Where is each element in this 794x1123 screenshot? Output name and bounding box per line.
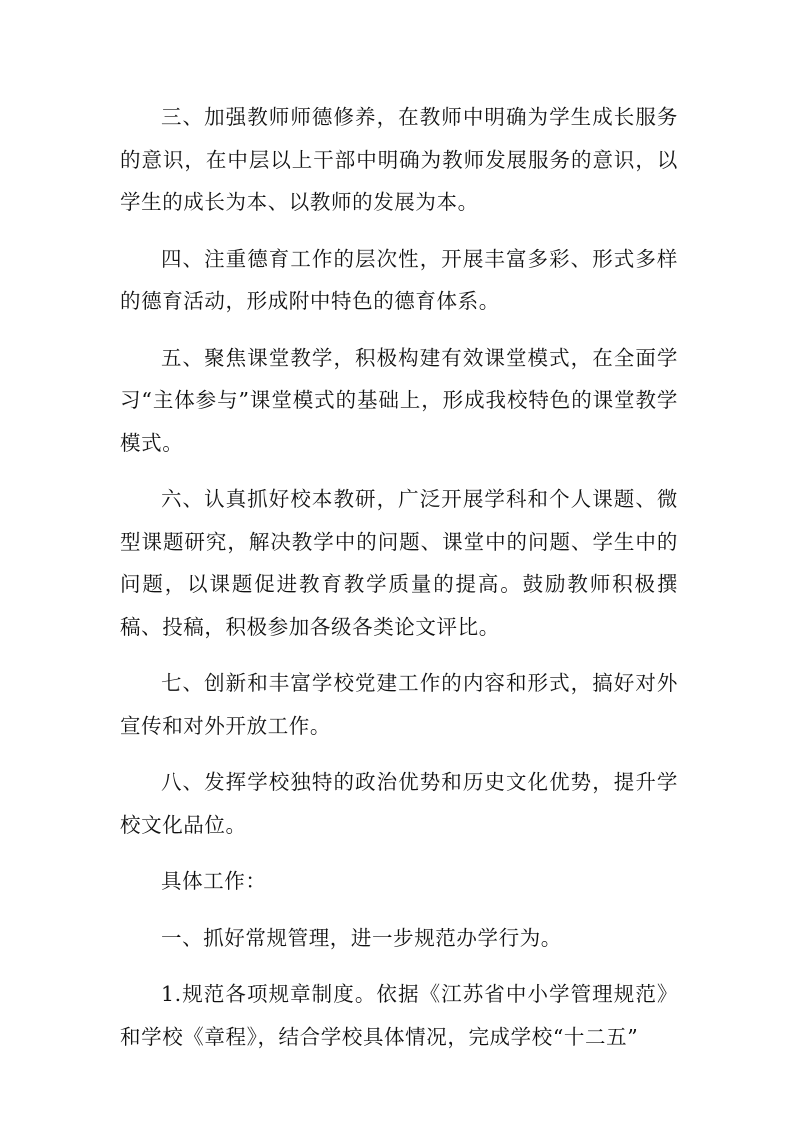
document-body: [120, 96, 678, 1072]
paragraph-routine-management: 一、抓好常规管理，进一步规范办学行为。: [161, 925, 562, 950]
paragraph-school-research: 六、认真抓好校本教研，广泛开展学科和个人课题、微型课题研究，解决教学中的问题、课堂中的问题、学生中的问题，以课题促进教育教学质量的提高。鼓励教师积极撰稿、投稿，积极参加各级各类论文评比。: [120, 487, 678, 639]
paragraph-strengthen-teacher-ethics: 三、加强教师师德修养，在教师中明确为学生成长服务的意识，在中层以上干部中明确为教师发展服务的意识，以学生的成长为本、以教师的发展为本。: [120, 105, 678, 214]
paragraph-school-culture: 八、发挥学校独特的政治优势和历史文化优势，提升学校文化品位。: [120, 770, 678, 837]
paragraph-regulations: 1.规范各项规章制度。依据《江苏省中小学管理规范》和学校《章程》，结合学校具体情况，完成学校“十二五”: [120, 982, 678, 1049]
paragraph-classroom-teaching: 五、聚焦课堂教学，积极构建有效课堂模式，在全面学习“主体参与”课堂模式的基础上，形成我校特色的课堂教学模式。: [120, 345, 678, 455]
paragraph-moral-education-levels: 四、注重德育工作的层次性，开展丰富多彩、形式多样的德育活动，形成附中特色的德育体系。: [120, 246, 678, 313]
paragraph-specific-work-heading: 具体工作：: [161, 869, 267, 893]
paragraph-party-building: 七、创新和丰富学校党建工作的内容和形式，搞好对外宣传和对外开放工作。: [120, 671, 678, 738]
